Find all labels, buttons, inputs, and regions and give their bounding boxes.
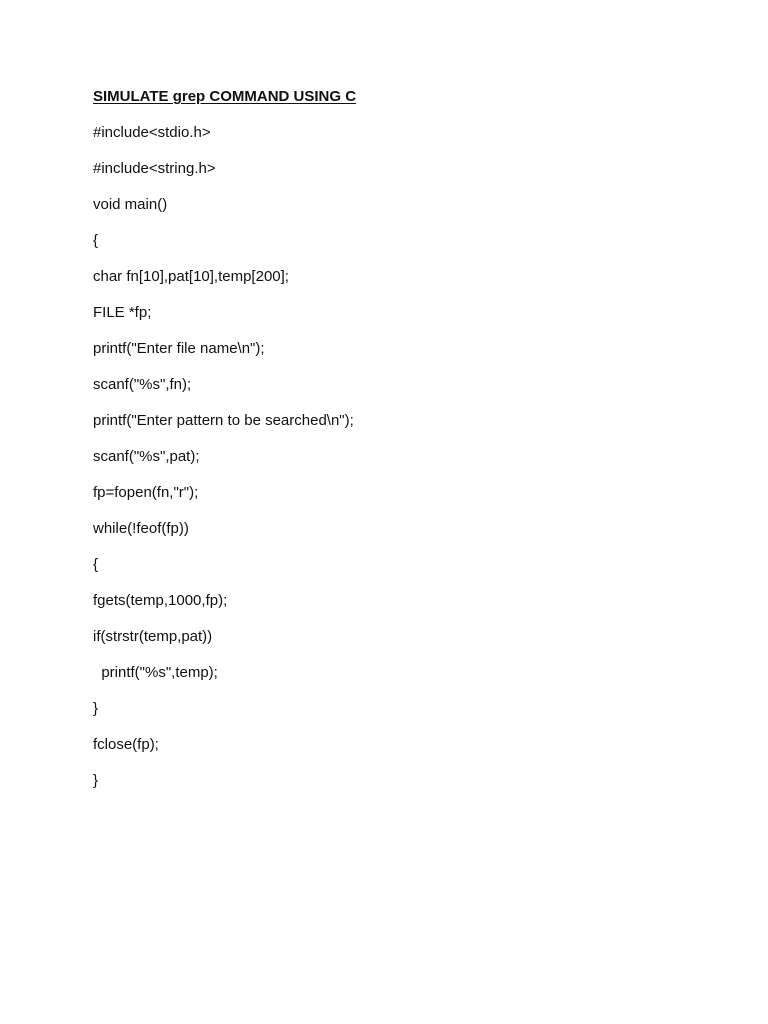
code-line-open-brace: { [93, 232, 99, 249]
code-line-file-declaration: FILE *fp; [93, 304, 152, 321]
code-line-include-stdio: #include<stdio.h> [93, 124, 211, 141]
code-line-while: while(!feof(fp)) [93, 520, 189, 537]
code-line-include-string: #include<string.h> [93, 160, 216, 177]
code-line-while-close-brace: } [93, 700, 99, 717]
code-line-fopen: fp=fopen(fn,"r"); [93, 484, 199, 501]
document-title: SIMULATE grep COMMAND USING C [93, 88, 357, 105]
code-line-scanf-filename: scanf("%s",fn); [93, 376, 192, 393]
code-line-close-brace: } [93, 772, 99, 789]
document-body [93, 86, 728, 806]
code-line-printf-pattern: printf("Enter pattern to be searched\n"); [93, 412, 354, 429]
code-line-main-signature: void main() [93, 196, 168, 213]
code-line-printf-filename: printf("Enter file name\n"); [93, 340, 265, 357]
code-line-while-open-brace: { [93, 556, 99, 573]
code-line-scanf-pattern: scanf("%s",pat); [93, 448, 200, 465]
code-line-char-declaration: char fn[10],pat[10],temp[200]; [93, 268, 289, 285]
code-line-fclose: fclose(fp); [93, 736, 159, 753]
code-line-fgets: fgets(temp,1000,fp); [93, 592, 228, 609]
code-line-printf-temp: printf("%s",temp); [93, 664, 218, 681]
code-line-if-strstr: if(strstr(temp,pat)) [93, 628, 213, 645]
